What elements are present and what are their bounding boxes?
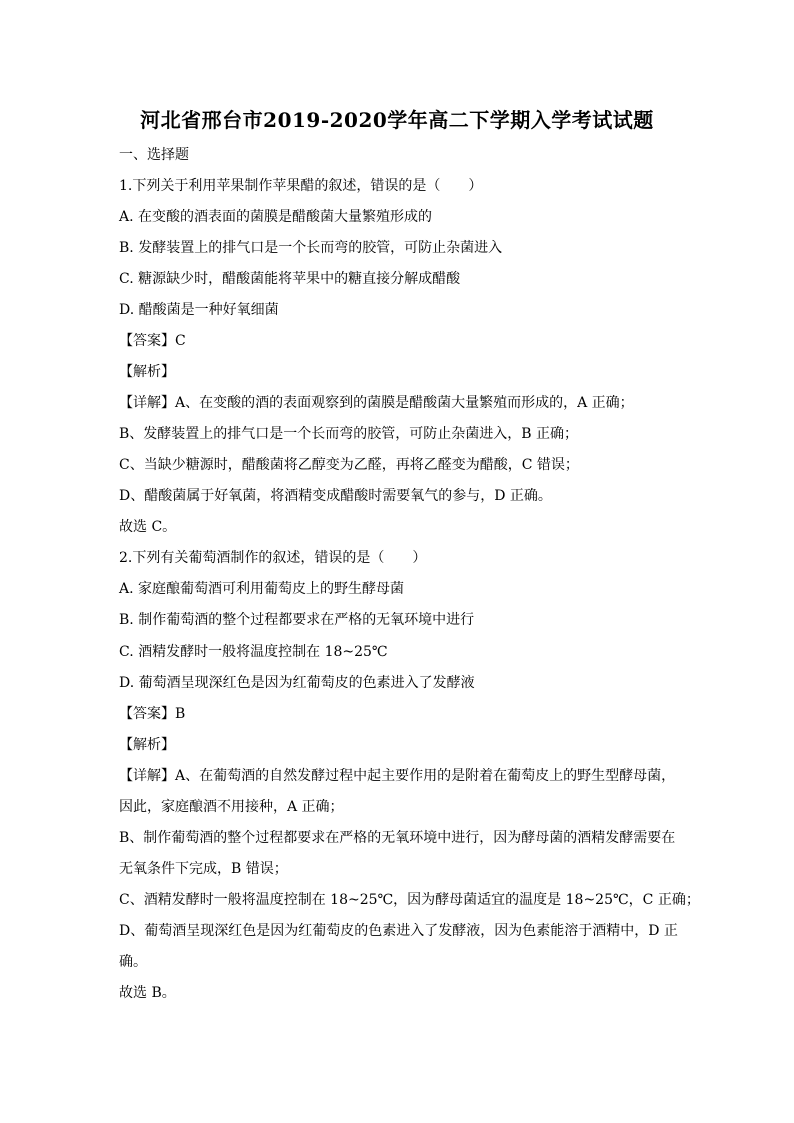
question-2-option-d: D. 葡萄酒呈现深红色是因为红葡萄皮的色素进入了发酵液 xyxy=(119,675,475,691)
question-2-detail-line: 确。 xyxy=(119,954,147,970)
question-1-conclusion: 故选 C。 xyxy=(119,519,177,535)
question-1-detail-line: D、醋酸菌属于好氧菌，将酒精变成醋酸时需要氧气的参与，D 正确。 xyxy=(119,488,552,504)
question-1-detail-line: 【详解】A、在变酸的酒的表面观察到的菌膜是醋酸菌大量繁殖而形成的，A 正确； xyxy=(119,395,634,411)
question-2-detail-line: B、制作葡萄酒的整个过程都要求在严格的无氧环境中进行，因为酵母菌的酒精发酵需要在 xyxy=(119,830,676,846)
question-1-answer: 【答案】C xyxy=(119,333,186,349)
question-1-option-a: A. 在变酸的酒表面的菌膜是醋酸菌大量繁殖形成的 xyxy=(119,209,433,225)
question-2-conclusion: 故选 B。 xyxy=(119,985,176,1001)
question-1-option-d: D. 醋酸菌是一种好氧细菌 xyxy=(119,302,279,318)
question-1-option-b: B. 发酵装置上的排气口是一个长而弯的胶管，可防止杂菌进入 xyxy=(119,240,503,256)
question-2-detail-line: 因此，家庭酿酒不用接种，A 正确； xyxy=(119,799,344,815)
question-2-detail-line: C、酒精发酵时一般将温度控制在 18~25℃，因为酵母菌适宜的温度是 18~25℃，C 正确； xyxy=(119,892,700,908)
question-2-stem: 2.下列有关葡萄酒制作的叙述，错误的是（ ） xyxy=(119,550,427,566)
question-2-detail-line: D、葡萄酒呈现深红色是因为红葡萄皮的色素进入了发酵液，因为色素能溶于酒精中，D 正 xyxy=(119,923,678,939)
section-heading: 一、选择题 xyxy=(119,147,189,163)
question-1-analysis-label: 【解析】 xyxy=(119,364,175,380)
question-2-answer: 【答案】B xyxy=(119,706,186,722)
question-1-option-c: C. 糖源缺少时，醋酸菌能将苹果中的糖直接分解成醋酸 xyxy=(119,271,461,287)
question-2-detail-line: 【详解】A、在葡萄酒的自然发酵过程中起主要作用的是附着在葡萄皮上的野生型酵母菌， xyxy=(119,768,676,784)
question-1-detail-line: C、当缺少糖源时，醋酸菌将乙醇变为乙醛，再将乙醛变为醋酸，C 错误； xyxy=(119,457,579,473)
question-2-detail-line: 无氧条件下完成，B 错误； xyxy=(119,861,288,877)
question-2-option-a: A. 家庭酿葡萄酒可利用葡萄皮上的野生酵母菌 xyxy=(119,581,405,597)
question-1-stem: 1.下列关于利用苹果制作苹果醋的叙述，错误的是（ ） xyxy=(119,178,483,194)
question-2-analysis-label: 【解析】 xyxy=(119,737,175,753)
question-2-option-c: C. 酒精发酵时一般将温度控制在 18~25℃ xyxy=(119,644,388,660)
question-1-detail-line: B、发酵装置上的排气口是一个长而弯的胶管，可防止杂菌进入，B 正确； xyxy=(119,426,579,442)
document-title: 河北省邢台市2019-2020学年高二下学期入学考试试题 xyxy=(140,108,654,132)
question-2-option-b: B. 制作葡萄酒的整个过程都要求在严格的无氧环境中进行 xyxy=(119,612,475,628)
